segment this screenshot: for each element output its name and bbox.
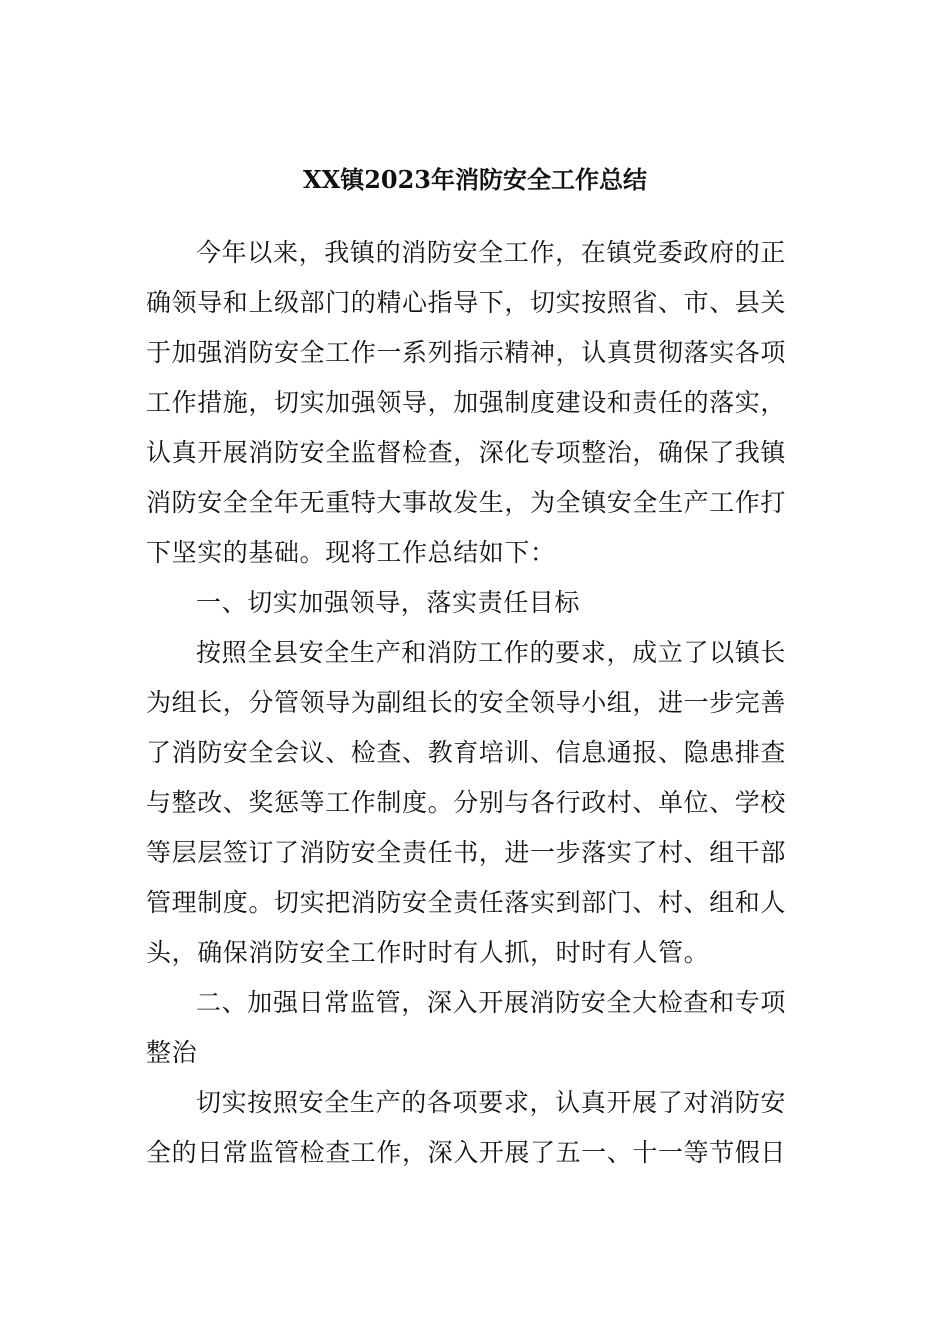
section-2-paragraph: 切实按照安全生产的各项要求，认真开展了对消防安全的日常监管检查工作，深入开展了五一、十一等节假日 [146, 1088, 787, 1167]
section-heading-1: 一、切实加强领导，落实责任目标 [196, 588, 581, 617]
section-heading-2: 二、加强日常监管，深入开展消防安全大检查和专项整治 [146, 988, 786, 1067]
intro-paragraph: 今年以来，我镇的消防安全工作，在镇党委政府的正确领导和上级部门的精心指导下，切实按照省、市、县关于加强消防安全工作一系列指示精神，认真贯彻落实各项工作措施，切实加强领导，加强制度建设和责任的落实，认真开展消防安全监督检查，深化专项整治，确保了我镇消防安全全年无重特大事故发生，为全镇安全生产工作打下坚实的基础。现将工作总结如下： [146, 238, 787, 567]
section-1-paragraph: 按照全县安全生产和消防工作的要求，成立了以镇长为组长，分管领导为副组长的安全领导小组，进一步完善了消防安全会议、检查、教育培训、信息通报、隐患排查与整改、奖惩等工作制度。分别与各行政村、单位、学校等层层签订了消防安全责任书，进一步落实了村、组干部管理制度。切实把消防安全责任落实到部门、村、组和人头，确保消防安全工作时时有人抓，时时有人管。 [146, 638, 787, 967]
document-body [146, 228, 786, 1178]
document-title: XX镇2023年消防安全工作总结 [302, 165, 648, 194]
